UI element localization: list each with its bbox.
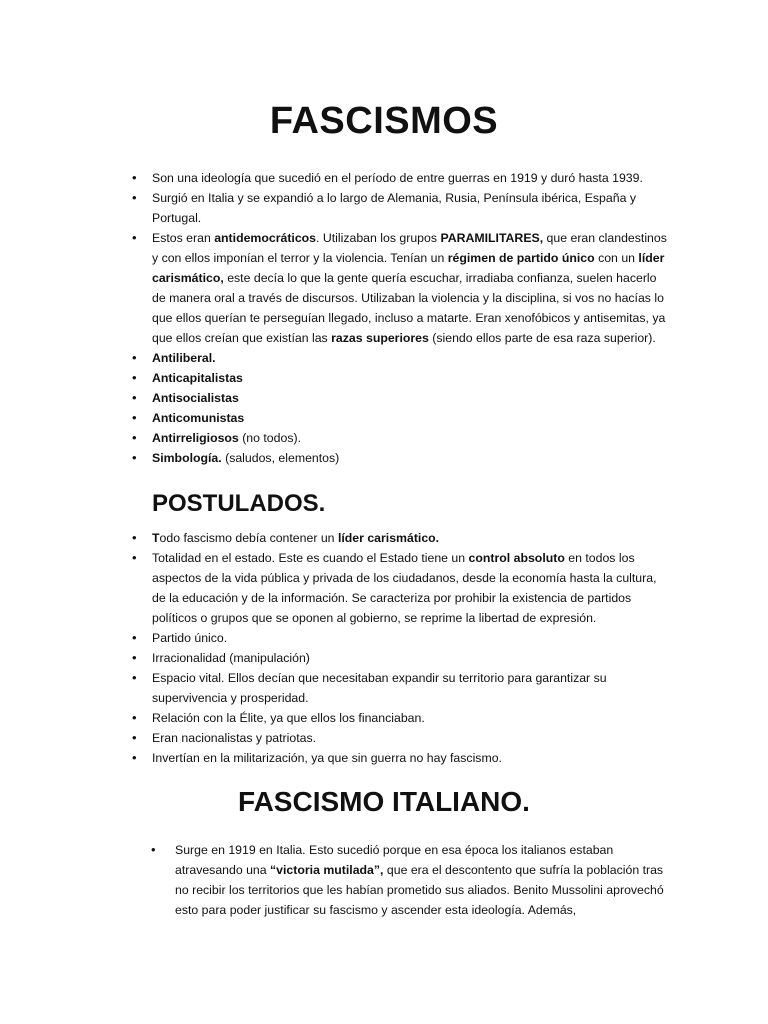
bold-run: Anticapitalistas <box>152 371 243 385</box>
bold-run: Antiliberal. <box>152 351 216 365</box>
list-item: • Eran nacionalistas y patriotas. <box>152 728 672 748</box>
text-run: con un <box>594 251 639 265</box>
list-item: • Invertían en la militarización, ya que sin guerra no hay fascismo. <box>152 748 672 768</box>
bold-run: control absoluto <box>468 551 565 565</box>
list-item <box>152 228 672 348</box>
text-run: odo fascismo debía contener un <box>159 531 338 545</box>
text-run: (saludos, elementos) <box>221 451 340 465</box>
list-item: • Irracionalidad (manipulación) <box>152 648 672 668</box>
text-run: Totalidad en el estado. Este es cuando el Estado tiene un <box>152 551 469 565</box>
text-run: que era el descontento que sufría la población tras no recibir los territorios que les habían prometido sus aliados. Benito Mussolini aprovechó esto para poder justificar su fascismo y ascender esta ideología. Además, <box>175 863 664 917</box>
bold-run: líder carismático, <box>152 251 665 285</box>
text-run: que eran clandestinos y con ellos imponían el terror y la violencia. Tenían un <box>152 231 667 265</box>
list-item <box>152 368 672 388</box>
list-item <box>152 348 672 368</box>
text-run: (no todos). <box>238 431 301 445</box>
text-run: (siendo ellos parte de esa raza superior). <box>428 331 656 345</box>
document-title: FASCISMOS <box>269 100 499 142</box>
list-item <box>175 840 675 920</box>
list-item: • Son una ideología que sucedió en el período de entre guerras en 1919 y duró hasta 1939. <box>152 168 672 188</box>
list-item: • Partido único. <box>152 628 672 648</box>
section-title-fascismo-italiano: FASCISMO ITALIANO. <box>238 786 530 817</box>
list-item <box>152 448 672 468</box>
list-item: • Surgió en Italia y se expandió a lo largo de Alemania, Rusia, Península ibérica, España y Portugal. <box>152 188 672 228</box>
bold-run: T <box>152 531 160 545</box>
list-item <box>152 388 672 408</box>
bold-run: Anticomunistas <box>152 411 245 425</box>
bold-run: régimen de partido único <box>447 251 595 265</box>
list-item: • Espacio vital. Ellos decían que necesitaban expandir su territorio para garantizar su supervivencia y prosperidad. <box>152 668 672 708</box>
list-item <box>152 428 672 448</box>
list-item <box>152 408 672 428</box>
text-run: . Utilizaban los grupos <box>316 231 441 245</box>
text-run: este decía lo que la gente quería escuchar, irradiaba confianza, suelen hacerlo de manera oral a través de discursos. Utilizaban la violencia y la disciplina, si vos no hacías lo que ellos querían te perseguían llegado, incluso a matarte. Eran xenofóbicos y antisemitas, ya que ellos creían que existían las <box>152 271 666 345</box>
text-run: Estos eran <box>152 231 215 245</box>
bold-run: Antisocialistas <box>152 391 239 405</box>
bold-run: razas superiores <box>331 331 429 345</box>
bold-run: “victoria mutilada”, <box>270 863 384 877</box>
bold-run: Antirreligiosos <box>152 431 239 445</box>
postulados-list <box>152 528 672 768</box>
list-item: • Relación con la Élite, ya que ellos los financiaban. <box>152 708 672 728</box>
text-run: Surge en 1919 en Italia. Esto sucedió porque en esa época los italianos estaban atravesando una <box>175 843 614 877</box>
bold-run: antidemocráticos <box>214 231 317 245</box>
bold-run: Simbología. <box>152 451 222 465</box>
section-title-postulados: POSTULADOS. <box>152 490 326 517</box>
list-item <box>152 548 672 628</box>
text-run: en todos los aspectos de la vida pública y privada de los ciudadanos, desde la economía hasta la cultura, de la educación y de la información. Se caracteriza por prohibir la existencia de partidos políticos o grupos que se oponen al gobierno, se reprime la libertad de expresión. <box>152 551 657 625</box>
bold-run: líder carismático. <box>337 531 440 545</box>
bold-run: PARAMILITARES, <box>440 231 544 245</box>
italiano-list <box>175 840 675 920</box>
list-item <box>152 528 672 548</box>
intro-list <box>152 168 672 468</box>
